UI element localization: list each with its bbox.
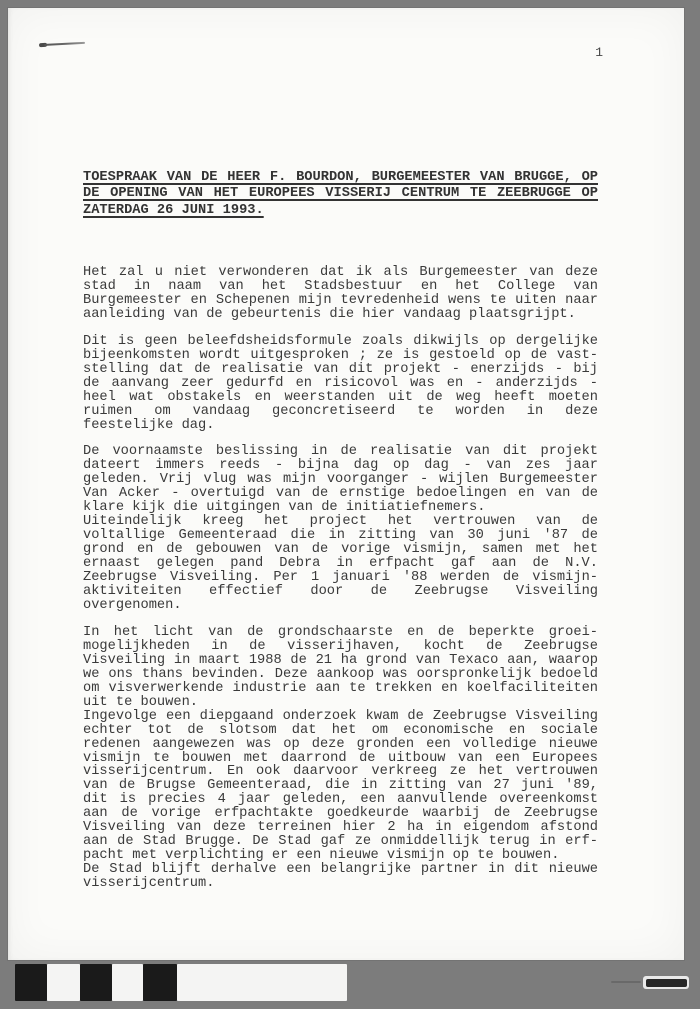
text-line: Zeebrugse Visveiling. Per 1 januari '88 werden de vismijn- xyxy=(83,570,598,586)
film-strip-block xyxy=(177,964,347,1001)
text-line: we ons thans bevinden. Deze aankoop was oorspronkelijk bedoeld xyxy=(83,666,598,682)
text-line: mogelijkheden in de visserijhaven, kocht de Zeebrugse xyxy=(83,638,598,654)
scan-streak xyxy=(611,981,641,983)
text-line: uit te bouwen. xyxy=(83,694,198,710)
text-line: De voornaamste beslissing in de realisatie van dit projekt xyxy=(83,444,598,460)
text-line: Uiteindelijk kreeg het project het vertrouwen van de xyxy=(83,514,598,530)
text-line: Dit is geen beleefdsheidsformule zoals dikwijls op dergelijke xyxy=(83,333,598,349)
document-title xyxy=(83,170,598,219)
text-line: ruimen om vandaag geconcretiseerd te worden in deze xyxy=(83,403,598,419)
text-line: Visveiling van deze terreinen hier 2 ha in eigendom afstond xyxy=(83,820,598,836)
film-strip-block xyxy=(112,964,143,1001)
document-body xyxy=(83,266,598,891)
text-line: van de Brugse Gemeenteraad, die in zitting van 27 juni '89, xyxy=(83,778,598,794)
paragraph xyxy=(83,626,598,710)
smudge-trail xyxy=(44,41,85,45)
paragraph xyxy=(83,863,598,891)
text-line: aanleiding van de gebeurtenis die hier vandaag plaatsgrijpt. xyxy=(83,306,576,322)
text-line: dateert immers reeds - bijna dag op dag - van zes jaar xyxy=(83,458,598,474)
text-line: klare kijk die uitgingen van de initiatiefnemers. xyxy=(83,500,486,516)
microfilm-label xyxy=(643,976,689,989)
text-line: In het licht van de grondschaarste en de beperkte groei- xyxy=(83,624,598,640)
text-line: De Stad blijft derhalve een belangrijke partner in dit nieuwe xyxy=(83,862,598,878)
text-line: grond en de gebouwen van de vorige vismijn, samen met het xyxy=(83,542,598,558)
paragraph xyxy=(83,710,598,863)
text-line: Ingevolge een diepgaand onderzoek kwam de Zeebrugse Visveiling xyxy=(83,708,598,724)
text-line: pacht met verplichting er een nieuwe vismijn op te bouwen. xyxy=(83,848,560,864)
film-strip-block xyxy=(80,964,112,1001)
title-line: DE OPENING VAN HET EUROPEES VISSERIJ CENTRUM TE ZEEBRUGGE OP xyxy=(83,186,598,202)
paragraph xyxy=(83,335,598,433)
paragraph xyxy=(83,266,598,322)
page-number: 1 xyxy=(595,45,603,60)
text-line: visserijcentrum. xyxy=(83,876,215,892)
text-line: aktiviteiten effectief door de Zeebrugse Visveiling xyxy=(83,584,598,600)
text-line: geleden. Vrij vlug was mijn voorganger - wijlen Burgemeester xyxy=(83,472,598,488)
text-line: dit is precies 4 jaar geleden, een aanvullende overeenkomst xyxy=(83,792,598,808)
text-line: heel wat obstakels en weerstanden uit de weg heeft moeten xyxy=(83,389,598,405)
text-line: aan de vorige erfpachtakte goedkeurde waarbij de Zeebrugse xyxy=(83,806,598,822)
text-line: bijeenkomsten wordt uitgesproken ; ze is gestoeld op de vast- xyxy=(83,347,598,363)
title-line: ZATERDAG 26 JUNI 1993. xyxy=(83,202,264,218)
ink-smudge-mark xyxy=(39,38,86,49)
text-line: Van Acker - overtuigd van de ernstige bedoelingen en van de xyxy=(83,486,598,502)
text-line: vismijn te bouwen met daarrond de uitbouw van een Europees xyxy=(83,750,598,766)
film-strip-block xyxy=(15,964,47,1001)
text-line: voltallige Gemeenteraad die in zitting van 30 juni '87 de xyxy=(83,528,598,544)
text-line: echter tot de slotsom dat het om economische en sociale xyxy=(83,722,598,738)
text-line: de aanvang zeer gedurfd en risicovol was en - anderzijds - xyxy=(83,375,598,391)
paragraph xyxy=(83,515,598,613)
text-line: stelling dat de realisatie van dit projekt - enerzijds - bij xyxy=(83,361,598,377)
text-line: Visveiling in maart 1988 de 21 ha grond van Texaco aan, waarop xyxy=(83,652,598,668)
text-line: Burgemeester en Schepenen mijn tevredenheid wens te uiten naar xyxy=(83,292,598,308)
text-line: ernaast gelegen pand Debra in erfpacht gaf aan de N.V. xyxy=(83,556,598,572)
film-strip-block xyxy=(47,964,80,1001)
text-line: stad in naam van het Stadsbestuur en het College van xyxy=(83,278,598,294)
film-strip xyxy=(0,964,700,1001)
text-line: aan de Stad Brugge. De Stad gaf ze onmiddellijk terug in erf- xyxy=(83,834,598,850)
film-strip-block xyxy=(143,964,177,1001)
text-line: Het zal u niet verwonderen dat ik als Burgemeester van deze xyxy=(83,265,598,280)
text-line: overgenomen. xyxy=(83,597,182,613)
microfilm-label-bar xyxy=(646,979,687,987)
text-line: redenen aangewezen was op deze gronden een volledige nieuwe xyxy=(83,736,598,752)
text-line: om visverwerkende industrie aan te trekken en koelfaciliteiten xyxy=(83,680,598,696)
text-line: feestelijke dag. xyxy=(83,417,215,433)
text-line: visserijcentrum. En ook daarvoor verkreeg ze het vertrouwen xyxy=(83,764,598,780)
paragraph xyxy=(83,445,598,515)
title-line: TOESPRAAK VAN DE HEER F. BOURDON, BURGEMEESTER VAN BRUGGE, OP xyxy=(83,170,598,185)
